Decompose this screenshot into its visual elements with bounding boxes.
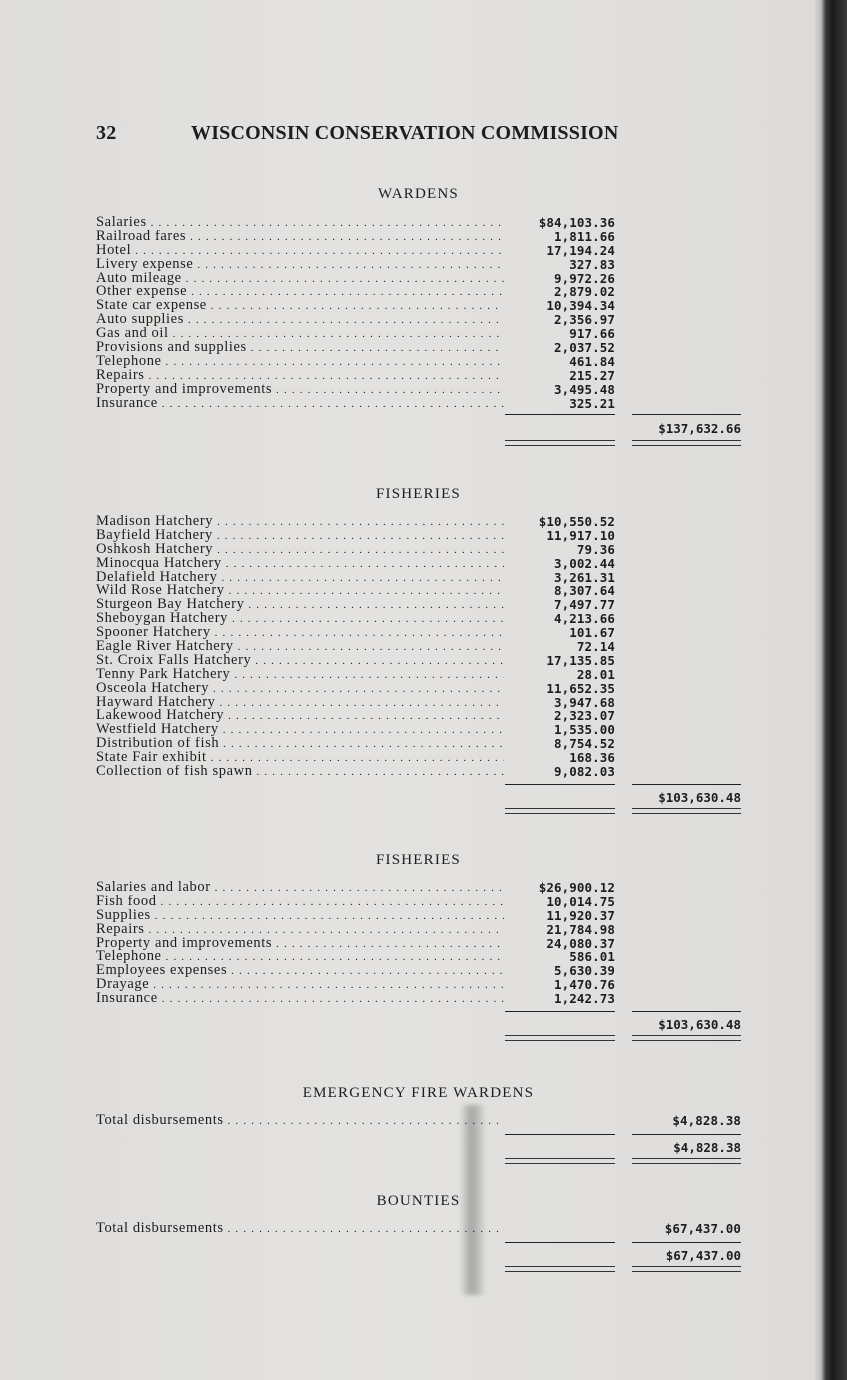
row-amount: 3,947.68 [553,694,615,710]
row-label: Distribution of fish . . . [96,737,504,752]
row-amount: 17,135.85 [546,652,615,668]
row-amount: 10,394.34 [546,298,615,314]
row-label: Repairs . . . [96,369,504,384]
emergency-total-rule [632,1134,741,1135]
row-label: Collection of fish spawn . . . [96,765,504,780]
table-row [96,723,741,737]
section-title-fisheries-expenses: FISHERIES [376,852,461,868]
row-label: Sturgeon Bay Hatchery . . . [96,598,504,613]
row-amount: 1,811.66 [553,228,615,244]
table-row [96,543,741,557]
row-amount: 7,497.77 [553,597,615,613]
page-title: WISCONSIN CONSERVATION COMMISSION [191,122,619,144]
fisheries-hatcheries-double-rule-left [505,808,615,814]
row-label: Railroad fares . . . [96,230,504,245]
row-amount: 28.01 [576,666,615,682]
row-amount: 3,495.48 [553,381,615,397]
row-label: Fish food . . . [96,895,504,910]
row-amount: 2,879.02 [553,284,615,300]
table-row [96,909,741,923]
row-label: Auto supplies . . . [96,313,504,328]
fisheries-hatcheries-total-rule [632,784,741,785]
row-label: Supplies . . . [96,909,504,924]
bounties-double-rule-left [505,1266,615,1272]
row-label: Eagle River Hatchery . . . [96,640,504,655]
wardens-double-rule-left [505,440,615,446]
table-row [96,992,741,1006]
row-label: Tenny Park Hatchery . . . [96,668,504,683]
table-row [96,397,741,411]
row-amount: 4,213.66 [553,611,615,627]
row-amount: 586.01 [569,949,615,965]
table-row [96,313,741,327]
row-label: Lakewood Hatchery . . . [96,709,504,724]
section-title-wardens: WARDENS [378,186,459,202]
table-row [96,895,741,909]
emergency-fire-wardens-table [96,1114,741,1128]
bounties-total-rule [632,1242,741,1243]
row-label: Insurance . . . [96,992,504,1007]
wardens-subtotal-rule [505,414,615,415]
table-row [96,1222,741,1236]
section-title-fisheries-hatcheries: FISHERIES [376,486,461,502]
row-label: Hotel . . . [96,244,504,259]
table-row [96,327,741,341]
table-row [96,654,741,668]
fisheries-hatcheries-double-rule-right [632,808,741,814]
row-label: Spooner Hatchery . . . [96,626,504,641]
fisheries-expenses-double-rule-left [505,1035,615,1041]
emergency-subtotal-rule [505,1134,615,1135]
row-label: Wild Rose Hatchery . . . [96,584,504,599]
book-spine [821,0,847,1380]
row-amount: 8,307.64 [553,583,615,599]
table-row [96,383,741,397]
row-label: Hayward Hatchery . . . [96,696,504,711]
row-label: Bayfield Hatchery . . . [96,529,504,544]
fisheries-expenses-double-rule-right [632,1035,741,1041]
emergency-double-rule-left [505,1158,615,1164]
fisheries-hatcheries-table [96,515,741,779]
table-row [96,696,741,710]
row-amount: 11,920.37 [546,907,615,923]
row-amount: 21,784.98 [546,921,615,937]
bounties-double-rule-right [632,1266,741,1272]
row-amount: 461.84 [569,353,615,369]
table-row [96,369,741,383]
row-amount: 2,037.52 [553,340,615,356]
table-row [96,341,741,355]
row-label: Repairs . . . [96,923,504,938]
row-label: Other expense . . . [96,285,504,300]
row-label: Telephone . . . [96,355,504,370]
fisheries-expenses-subtotal-rule [505,1011,615,1012]
row-amount: 72.14 [576,639,615,655]
table-row [96,923,741,937]
row-label: St. Croix Falls Hatchery . . . [96,654,504,669]
table-row [96,964,741,978]
wardens-total: $137,632.66 [658,421,741,436]
table-row [96,529,741,543]
table-row [96,216,741,230]
table-row [96,355,741,369]
wardens-double-rule-right [632,440,741,446]
row-amount: 2,356.97 [553,312,615,328]
row-amount: 11,652.35 [546,680,615,696]
row-amount: 10,014.75 [546,893,615,909]
row-label: Provisions and supplies . . . [96,341,504,356]
emergency-double-rule-right [632,1158,741,1164]
row-label: Telephone . . . [96,950,504,965]
table-row [96,598,741,612]
row-amount: 3,261.31 [553,569,615,585]
table-row [96,515,741,529]
table-row [96,978,741,992]
section-title-bounties: BOUNTIES [376,1193,461,1209]
row-amount: 1,242.73 [553,991,615,1007]
row-label: Gas and oil . . . [96,327,504,342]
fisheries-expenses-total-rule [632,1011,741,1012]
table-row [96,557,741,571]
bounties-subtotal-rule [505,1242,615,1243]
row-amount: 9,082.03 [553,764,615,780]
row-label: Employees expenses . . . [96,964,504,979]
section-title-emergency-fire-wardens: EMERGENCY FIRE WARDENS [302,1085,535,1101]
fisheries-hatcheries-subtotal-rule [505,784,615,785]
row-label: Insurance . . . [96,397,504,412]
row-amount: 79.36 [576,541,615,557]
row-amount: 917.66 [569,326,615,342]
row-label: Auto mileage . . . [96,272,504,287]
table-row [96,751,741,765]
table-row [96,230,741,244]
row-amount: 1,535.00 [553,722,615,738]
table-row [96,950,741,964]
row-total: $67,437.00 [664,1221,741,1236]
row-amount: 17,194.24 [546,242,615,258]
row-amount: 1,470.76 [553,977,615,993]
table-row [96,272,741,286]
table-row [96,737,741,751]
row-amount: $26,900.12 [538,880,615,895]
row-label: State Fair exhibit . . . [96,751,504,766]
row-label: Sheboygan Hatchery . . . [96,612,504,627]
row-label: Oshkosh Hatchery . . . [96,543,504,558]
row-amount: $84,103.36 [538,215,615,230]
wardens-table [96,216,741,410]
row-total: $4,828.38 [672,1113,741,1128]
row-label: Minocqua Hatchery . . . [96,557,504,572]
row-label: Osceola Hatchery . . . [96,682,504,697]
row-label: Property and improvements . . . [96,383,504,398]
row-label: Salaries and labor . . . [96,881,504,896]
row-amount: 11,917.10 [546,527,615,543]
row-amount: $10,550.52 [538,514,615,529]
table-row [96,682,741,696]
row-label: Drayage . . . [96,978,504,993]
row-amount: 2,323.07 [553,708,615,724]
bounties-total: $67,437.00 [665,1248,741,1263]
page-number: 32 [96,122,117,144]
row-label: Property and improvements . . . [96,937,504,952]
row-amount: 3,002.44 [553,555,615,571]
row-label: Salaries . . . [96,216,504,231]
row-amount: 8,754.52 [553,736,615,752]
row-amount: 24,080.37 [546,935,615,951]
row-label: Delafield Hatchery . . . [96,571,504,586]
table-row [96,709,741,723]
row-label: State car expense . . . [96,299,504,314]
row-amount: 101.67 [569,625,615,641]
row-amount: 215.27 [569,367,615,383]
row-label: Westfield Hatchery . . . [96,723,504,738]
table-row [96,258,741,272]
table-row [96,640,741,654]
table-row [96,612,741,626]
row-label: Livery expense . . . [96,258,504,273]
table-row [96,571,741,585]
table-row [96,937,741,951]
row-amount: 168.36 [569,750,615,766]
page-header [96,122,656,148]
row-label: Total disbursements . . . [96,1114,504,1129]
table-row [96,881,741,895]
fisheries-expenses-table [96,881,741,1006]
emergency-fire-wardens-total: $4,828.38 [673,1140,741,1155]
fisheries-expenses-total: $103,630.48 [658,1017,741,1032]
table-row [96,244,741,258]
row-amount: 9,972.26 [553,270,615,286]
row-amount: 327.83 [569,256,615,272]
table-row [96,285,741,299]
row-amount: 5,630.39 [553,963,615,979]
row-label: Madison Hatchery . . . [96,515,504,530]
table-row [96,584,741,598]
fisheries-hatcheries-total: $103,630.48 [658,790,741,805]
wardens-total-rule [632,414,741,415]
table-row [96,1114,741,1128]
row-amount: 325.21 [569,395,615,411]
table-row [96,626,741,640]
table-row [96,668,741,682]
table-row [96,765,741,779]
row-label: Total disbursements . . . [96,1222,504,1237]
bounties-table [96,1222,741,1236]
table-row [96,299,741,313]
